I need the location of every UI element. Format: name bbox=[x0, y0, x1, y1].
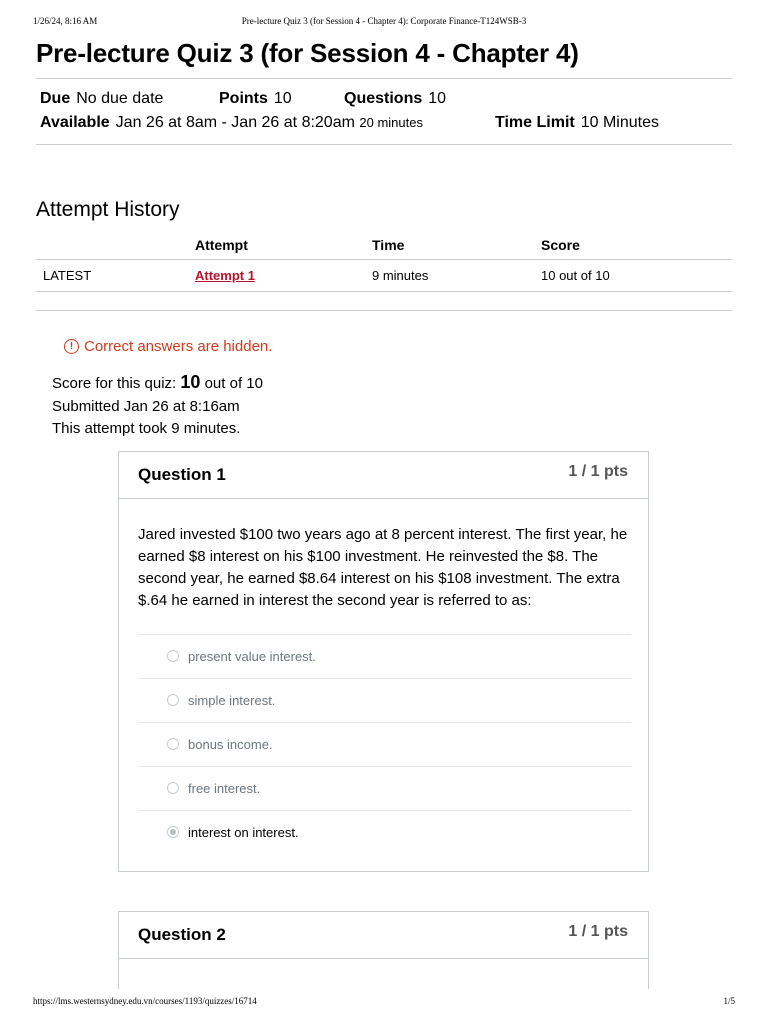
points-value: 10 bbox=[273, 90, 292, 107]
answer-label: simple interest. bbox=[188, 693, 276, 708]
radio-button bbox=[167, 650, 179, 662]
answer-option bbox=[138, 678, 631, 722]
time-limit-label: Time Limit bbox=[495, 114, 575, 131]
time-limit-value: 10 Minutes bbox=[580, 114, 659, 131]
attempt-history-title: Attempt History bbox=[36, 198, 180, 221]
table-row bbox=[36, 268, 732, 290]
answer-option bbox=[138, 634, 631, 678]
question-title: Question 2 bbox=[138, 925, 226, 944]
quiz-questions bbox=[344, 90, 446, 108]
radio-button bbox=[167, 694, 179, 706]
answer-option-selected bbox=[138, 810, 631, 854]
question-1 bbox=[118, 451, 649, 872]
question-points: 1 / 1 pts bbox=[568, 923, 628, 940]
radio-button bbox=[167, 738, 179, 750]
col-attempt-header: Attempt bbox=[195, 237, 248, 253]
print-page-number: 1/5 bbox=[723, 996, 735, 1006]
due-value: No due date bbox=[76, 90, 164, 107]
question-header bbox=[119, 912, 648, 959]
answer-label: present value interest. bbox=[188, 649, 316, 664]
question-points: 1 / 1 pts bbox=[568, 463, 628, 480]
print-datetime: 1/26/24, 8:16 AM bbox=[33, 16, 98, 26]
col-time-header: Time bbox=[372, 237, 405, 253]
quiz-due bbox=[40, 90, 163, 108]
table-divider bbox=[36, 259, 732, 260]
notice-text: Correct answers are hidden. bbox=[84, 338, 273, 355]
attempt-duration: This attempt took 9 minutes. bbox=[52, 420, 241, 437]
score-label: Score for this quiz: bbox=[52, 375, 177, 392]
page-title: Pre-lecture Quiz 3 (for Session 4 - Chapter 4) bbox=[36, 38, 579, 68]
submitted-time: Submitted Jan 26 at 8:16am bbox=[52, 398, 240, 415]
answer-label: bonus income. bbox=[188, 737, 273, 752]
answers-hidden-notice bbox=[64, 338, 272, 355]
available-duration: 20 minutes bbox=[359, 115, 423, 130]
radio-button bbox=[167, 782, 179, 794]
answer-option bbox=[138, 722, 631, 766]
exclamation-circle-icon: ! bbox=[64, 339, 79, 354]
print-url: https://lms.westernsydney.edu.vn/courses/1193/quizzes/16714 bbox=[33, 996, 257, 1006]
answer-label: interest on interest. bbox=[188, 825, 299, 840]
col-score-header: Score bbox=[541, 237, 580, 253]
attempt-1-link[interactable]: Attempt 1 bbox=[195, 268, 255, 283]
quiz-points bbox=[219, 90, 292, 108]
print-doc-title: Pre-lecture Quiz 3 (for Session 4 - Chapter 4): Corporate Finance-T124WSB-3 bbox=[241, 16, 527, 26]
available-label: Available bbox=[40, 114, 110, 131]
due-label: Due bbox=[40, 90, 71, 107]
question-2 bbox=[118, 911, 649, 989]
attempt-status: LATEST bbox=[43, 268, 92, 283]
quiz-available bbox=[40, 114, 423, 132]
available-value: Jan 26 at 8am - Jan 26 at 8:20am bbox=[115, 114, 355, 131]
score-value: 10 bbox=[180, 372, 201, 392]
points-label: Points bbox=[219, 90, 268, 107]
score-total: out of 10 bbox=[204, 375, 263, 392]
question-title: Question 1 bbox=[138, 465, 226, 484]
question-text: Jared invested $100 two years ago at 8 percent interest. The first year, he earned $8 interest on his $100 investment. He reinvested the $8. The second year, he earned $8.64 interest on his $108 investment. The extra $.64 he earned in interest the second year is referred to as: bbox=[138, 526, 628, 609]
divider bbox=[36, 310, 732, 311]
answer-label: free interest. bbox=[188, 781, 261, 796]
table-divider bbox=[36, 291, 732, 292]
divider bbox=[36, 78, 732, 79]
radio-button-selected bbox=[167, 826, 179, 838]
questions-label: Questions bbox=[344, 90, 423, 107]
attempt-time: 9 minutes bbox=[372, 268, 429, 283]
questions-value: 10 bbox=[428, 90, 447, 107]
answer-option bbox=[138, 766, 631, 810]
attempt-score: 10 out of 10 bbox=[541, 268, 610, 283]
attempt-history-header bbox=[36, 237, 732, 259]
quiz-score bbox=[52, 372, 263, 393]
quiz-time-limit bbox=[495, 114, 659, 132]
answer-list bbox=[138, 634, 631, 854]
question-header bbox=[119, 452, 648, 499]
divider bbox=[36, 144, 732, 145]
